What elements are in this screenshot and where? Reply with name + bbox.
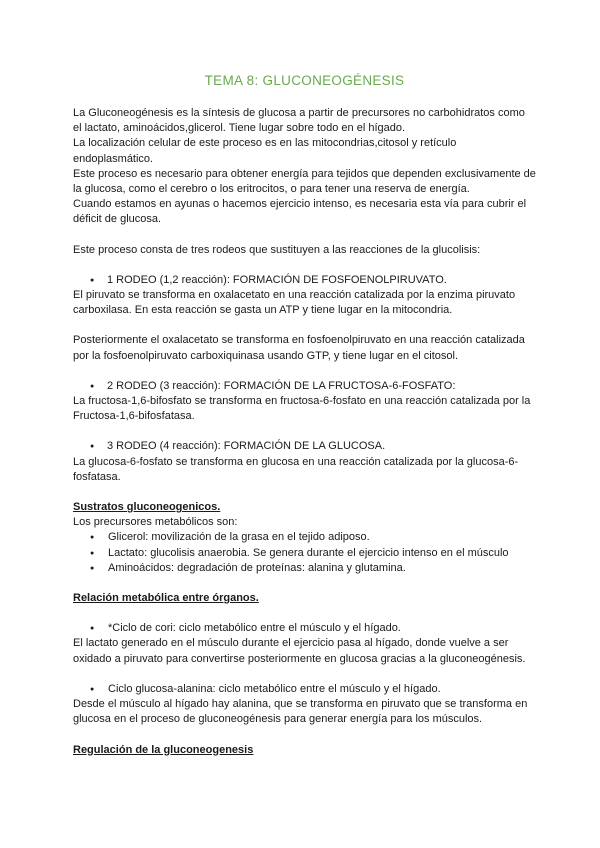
alanina-bullet: ● Ciclo glucosa-alanina: ciclo metabólico entre el músculo y el hígado. [73, 682, 536, 697]
rodeo3-text: La glucosa-6-fosfato se transforma en glucosa en una reacción catalizada por la glucosa-6-fosfatasa. [73, 455, 519, 483]
rodeo1-list [73, 273, 536, 288]
rodeo1-text: El piruvato se transforma en oxalacetato en una reacción catalizada por la enzima piruvato carboxilasa. En esta reacción se gasta un ATP y tiene lugar en la mitocondria. [73, 289, 516, 317]
rodeos-intro: Este proceso consta de tres rodeos que sustituyen a las reacciones de la glucolisis: [73, 243, 481, 256]
rodeo2-text: La fructosa-1,6-bifosfato se transforma en fructosa-6-fosfato en una reacción catalizada por la Fructosa-1,6-bifosfatasa. [73, 395, 531, 423]
rodeo1-text-2: Posteriormente el oxalacetato se transforma en fosfoenolpiruvato en una reacción catalizada por la fosfoenolpiruvato carboxiquinasa usando GTP, y tiene lugar en el citosol. [73, 334, 525, 362]
sustratos-list [73, 530, 536, 576]
intro-paragraph: Este proceso es necesario para obtener energía para tejidos que dependen exclusivamente de la glucosa, como el cerebro o los eritrocitos, o para tener una reserva de energía. [73, 167, 536, 196]
rodeo2-list [73, 379, 536, 394]
rodeo3-list [73, 439, 536, 454]
sustratos-intro: Los precursores metabólicos son: [73, 516, 238, 529]
cori-list [73, 621, 536, 636]
cori-text: El lactato generado en el músculo durante el ejercicio pasa al hígado, donde vuelve a ser oxidado a piruvato para convertirse posteriormente en glucosa gracias a la gluconeogénesis. [73, 637, 526, 665]
intro-paragraph: Cuando estamos en ayunas o hacemos ejercicio intenso, es necesaria esta vía para cubrir el déficit de glucosa. [73, 198, 527, 226]
rodeo2-bullet: ● 2 RODEO (3 reacción): FORMACIÓN DE LA FRUCTOSA-6-FOSFATO: [73, 379, 536, 394]
rodeo3-bullet: ● 3 RODEO (4 reacción): FORMACIÓN DE LA GLUCOSA. [73, 439, 536, 454]
sustratos-heading: Sustratos gluconeogenicos. [73, 501, 221, 514]
regulacion-heading: Regulación de la gluconeogenesis [73, 743, 254, 756]
intro-paragraph: La localización celular de este proceso es en las mitocondrias,citosol y retículo endoplasmático. [73, 137, 457, 165]
alanina-list [73, 682, 536, 697]
relacion-heading: Relación metabólica entre órganos. [73, 592, 259, 605]
list-item: ● Aminoácidos: degradación de proteínas: alanina y glutamina. [73, 561, 536, 576]
alanina-text: Desde el músculo al hígado hay alanina, que se transforma en piruvato que se transforma en glucosa en el proceso de gluconeogénesis para generar energía para los músculos. [73, 698, 528, 726]
list-item: ● Glicerol: movilización de la grasa en el tejido adiposo. [73, 530, 536, 545]
intro-paragraph: La Gluconeogénesis es la síntesis de glucosa a partir de precursores no carbohidratos como el lactato, aminoácidos,glicerol. Tiene lugar sobre todo en el hígado. [73, 107, 525, 135]
rodeo1-bullet: ● 1 RODEO (1,2 reacción): FORMACIÓN DE FOSFOENOLPIRUVATO. [73, 273, 536, 288]
page-title: TEMA 8: GLUCONEOGÉNESIS [204, 73, 405, 88]
cori-bullet: ● *Ciclo de cori: ciclo metabólico entre el músculo y el hígado. [73, 621, 536, 636]
intro-section [73, 106, 536, 228]
list-item: ● Lactato: glucolisis anaerobia. Se genera durante el ejercicio intenso en el músculo [73, 546, 536, 561]
